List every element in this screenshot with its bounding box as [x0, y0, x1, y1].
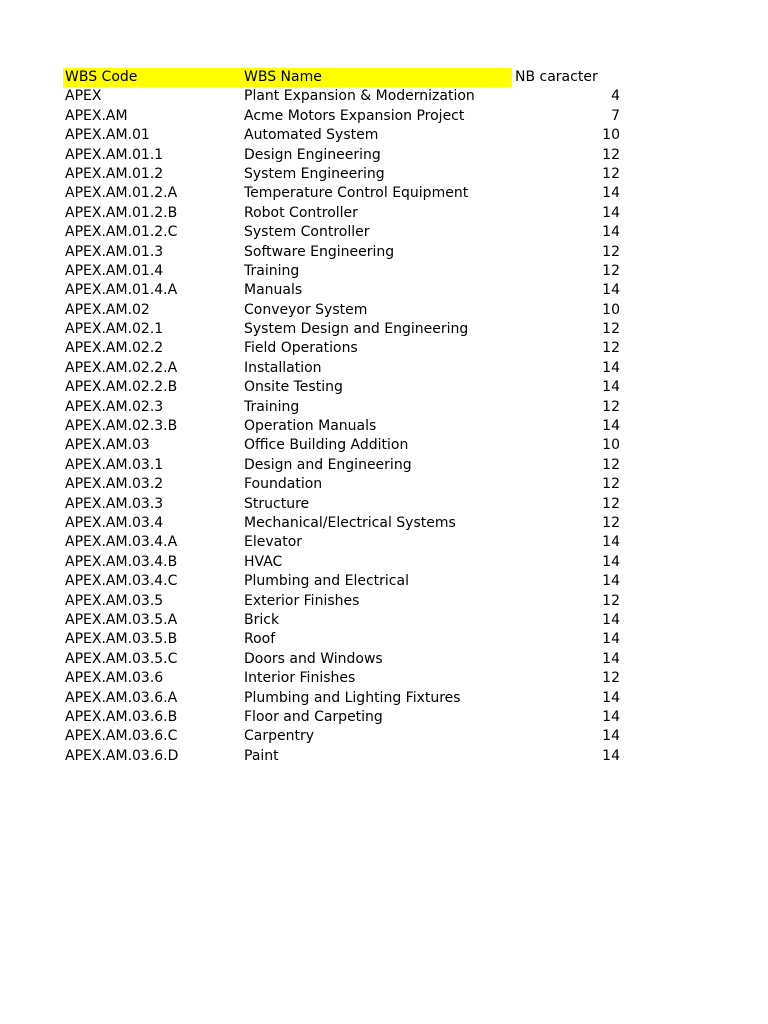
wbs-name-cell: Interior Finishes	[244, 670, 356, 687]
table-row	[63, 747, 663, 766]
wbs-name-cell: Plant Expansion & Modernization	[244, 88, 475, 105]
wbs-name-cell: Elevator	[244, 534, 303, 551]
nb-caracter-cell: 14	[602, 708, 620, 725]
wbs-name-cell: HVAC	[244, 553, 283, 570]
wbs-name-cell: Design Engineering	[244, 146, 381, 163]
wbs-code-cell: APEX.AM.03.5.B	[65, 631, 178, 648]
wbs-name-cell: Installation	[244, 359, 322, 376]
table-row	[63, 417, 663, 436]
nb-caracter-cell: 14	[602, 418, 620, 435]
nb-caracter-cell: 12	[602, 243, 620, 260]
table-row	[63, 689, 663, 708]
table-row	[63, 359, 663, 378]
wbs-name-cell: Design and Engineering	[244, 456, 412, 473]
table-row	[63, 611, 663, 630]
nb-caracter-cell: 14	[602, 553, 620, 570]
wbs-name-cell: Plumbing and Electrical	[244, 573, 409, 590]
nb-caracter-cell: 14	[602, 185, 620, 202]
nb-caracter-cell: 14	[602, 282, 620, 299]
nb-caracter-cell: 14	[602, 611, 620, 628]
wbs-name-cell: Plumbing and Lighting Fixtures	[244, 689, 461, 706]
nb-caracter-cell: 12	[602, 456, 620, 473]
nb-caracter-cell: 14	[602, 379, 620, 396]
wbs-code-cell: APEX	[65, 88, 102, 105]
table-row	[63, 495, 663, 514]
wbs-code-cell: APEX.AM.03.4.C	[65, 573, 178, 590]
wbs-code-cell: APEX.AM.03.4.B	[65, 553, 178, 570]
wbs-code-cell: APEX.AM.02.3	[65, 398, 164, 415]
nb-caracter-cell: 12	[602, 495, 620, 512]
wbs-code-cell: APEX.AM.01	[65, 127, 150, 144]
wbs-name-cell: Training	[244, 398, 300, 415]
nb-caracter-cell: 14	[602, 631, 620, 648]
wbs-code-cell: APEX.AM.01.1	[65, 146, 164, 163]
header-wbs-name: WBS Name	[241, 68, 512, 87]
table-row	[63, 398, 663, 417]
table-row	[63, 514, 663, 533]
nb-caracter-cell: 7	[611, 107, 620, 124]
table-row	[63, 630, 663, 649]
wbs-name-cell: Mechanical/Electrical Systems	[244, 514, 456, 531]
wbs-code-cell: APEX.AM.01.2.A	[65, 185, 178, 202]
table-row	[63, 320, 663, 339]
header-wbs-code: WBS Code	[63, 68, 241, 87]
wbs-code-cell: APEX.AM.01.3	[65, 243, 164, 260]
nb-caracter-cell: 12	[602, 670, 620, 687]
table-row	[63, 475, 663, 494]
nb-caracter-cell: 14	[602, 534, 620, 551]
table-row	[63, 87, 663, 106]
table-row	[63, 436, 663, 455]
nb-caracter-cell: 14	[602, 747, 620, 764]
table-row	[63, 223, 663, 242]
wbs-code-cell: APEX.AM.01.4.A	[65, 282, 178, 299]
wbs-name-cell: Carpentry	[244, 728, 315, 745]
table-row	[63, 107, 663, 126]
table-row	[63, 204, 663, 223]
nb-caracter-cell: 12	[602, 165, 620, 182]
wbs-name-cell: Brick	[244, 611, 280, 628]
wbs-name-cell: Field Operations	[244, 340, 358, 357]
table-row	[63, 262, 663, 281]
wbs-name-cell: Operation Manuals	[244, 418, 377, 435]
wbs-code-cell: APEX.AM.02.3.B	[65, 418, 178, 435]
wbs-code-cell: APEX.AM.03	[65, 437, 150, 454]
wbs-code-cell: APEX.AM.03.3	[65, 495, 164, 512]
nb-caracter-cell: 12	[602, 476, 620, 493]
nb-caracter-cell: 14	[602, 573, 620, 590]
wbs-code-cell: APEX.AM.02.1	[65, 321, 164, 338]
wbs-name-cell: Training	[244, 262, 300, 279]
nb-caracter-cell: 14	[602, 728, 620, 745]
table-row	[63, 708, 663, 727]
nb-caracter-cell: 12	[602, 146, 620, 163]
wbs-code-cell: APEX.AM.03.6.D	[65, 747, 179, 764]
nb-caracter-cell: 12	[602, 262, 620, 279]
wbs-code-cell: APEX.AM.03.6.B	[65, 708, 178, 725]
header-nb-caracter: NB caracter	[515, 69, 598, 85]
wbs-name-cell: Floor and Carpeting	[244, 708, 383, 725]
wbs-name-cell: Robot Controller	[244, 204, 358, 221]
wbs-table	[63, 68, 663, 766]
wbs-code-cell: APEX.AM.01.4	[65, 262, 164, 279]
nb-caracter-cell: 14	[602, 359, 620, 376]
table-row	[63, 533, 663, 552]
table-body	[63, 87, 663, 766]
nb-caracter-cell: 14	[602, 650, 620, 667]
wbs-name-cell: Automated System	[244, 127, 379, 144]
nb-caracter-cell: 12	[602, 340, 620, 357]
table-row	[63, 592, 663, 611]
table-row	[63, 301, 663, 320]
wbs-name-cell: Doors and Windows	[244, 650, 383, 667]
table-row	[63, 146, 663, 165]
nb-caracter-cell: 14	[602, 689, 620, 706]
table-row	[63, 165, 663, 184]
wbs-code-cell: APEX.AM.03.4.A	[65, 534, 178, 551]
nb-caracter-cell: 12	[602, 321, 620, 338]
table-row	[63, 669, 663, 688]
wbs-code-cell: APEX.AM.03.6	[65, 670, 164, 687]
table-row	[63, 456, 663, 475]
wbs-name-cell: Manuals	[244, 282, 303, 299]
header-row	[63, 68, 663, 87]
table-row	[63, 378, 663, 397]
nb-caracter-cell: 12	[602, 514, 620, 531]
wbs-name-cell: System Controller	[244, 224, 370, 241]
nb-caracter-cell: 14	[602, 224, 620, 241]
wbs-code-cell: APEX.AM.03.5.C	[65, 650, 178, 667]
nb-caracter-cell: 10	[602, 127, 620, 144]
wbs-code-cell: APEX.AM.02	[65, 301, 150, 318]
table-row	[63, 339, 663, 358]
wbs-name-cell: Office Building Addition	[244, 437, 409, 454]
nb-caracter-cell: 14	[602, 204, 620, 221]
wbs-code-cell: APEX.AM.03.6.A	[65, 689, 178, 706]
table-row	[63, 184, 663, 203]
wbs-code-cell: APEX.AM.01.2.B	[65, 204, 178, 221]
nb-caracter-cell: 10	[602, 301, 620, 318]
wbs-code-cell: APEX.AM.01.2	[65, 165, 164, 182]
wbs-code-cell: APEX.AM	[65, 107, 128, 124]
nb-caracter-cell: 4	[611, 88, 620, 105]
wbs-name-cell: Foundation	[244, 476, 323, 493]
wbs-code-cell: APEX.AM.02.2	[65, 340, 164, 357]
wbs-name-cell: Exterior Finishes	[244, 592, 360, 609]
wbs-code-cell: APEX.AM.03.5	[65, 592, 164, 609]
wbs-name-cell: Onsite Testing	[244, 379, 343, 396]
wbs-name-cell: Temperature Control Equipment	[244, 185, 469, 202]
wbs-code-cell: APEX.AM.02.2.B	[65, 379, 178, 396]
table-row	[63, 126, 663, 145]
wbs-code-cell: APEX.AM.03.1	[65, 456, 164, 473]
wbs-name-cell: Software Engineering	[244, 243, 395, 260]
wbs-name-cell: System Engineering	[244, 165, 385, 182]
wbs-name-cell: Paint	[244, 747, 279, 764]
wbs-code-cell: APEX.AM.03.4	[65, 514, 164, 531]
wbs-code-cell: APEX.AM.03.6.C	[65, 728, 178, 745]
wbs-name-cell: System Design and Engineering	[244, 321, 469, 338]
table-row	[63, 281, 663, 300]
table-row	[63, 553, 663, 572]
table-row	[63, 650, 663, 669]
wbs-code-cell: APEX.AM.03.5.A	[65, 611, 178, 628]
wbs-code-cell: APEX.AM.03.2	[65, 476, 164, 493]
nb-caracter-cell: 10	[602, 437, 620, 454]
wbs-name-cell: Conveyor System	[244, 301, 368, 318]
nb-caracter-cell: 12	[602, 398, 620, 415]
table-row	[63, 727, 663, 746]
nb-caracter-cell: 12	[602, 592, 620, 609]
table-row	[63, 243, 663, 262]
table-row	[63, 572, 663, 591]
wbs-name-cell: Structure	[244, 495, 310, 512]
wbs-code-cell: APEX.AM.02.2.A	[65, 359, 178, 376]
wbs-code-cell: APEX.AM.01.2.C	[65, 224, 178, 241]
wbs-name-cell: Acme Motors Expansion Project	[244, 107, 465, 124]
wbs-name-cell: Roof	[244, 631, 276, 648]
